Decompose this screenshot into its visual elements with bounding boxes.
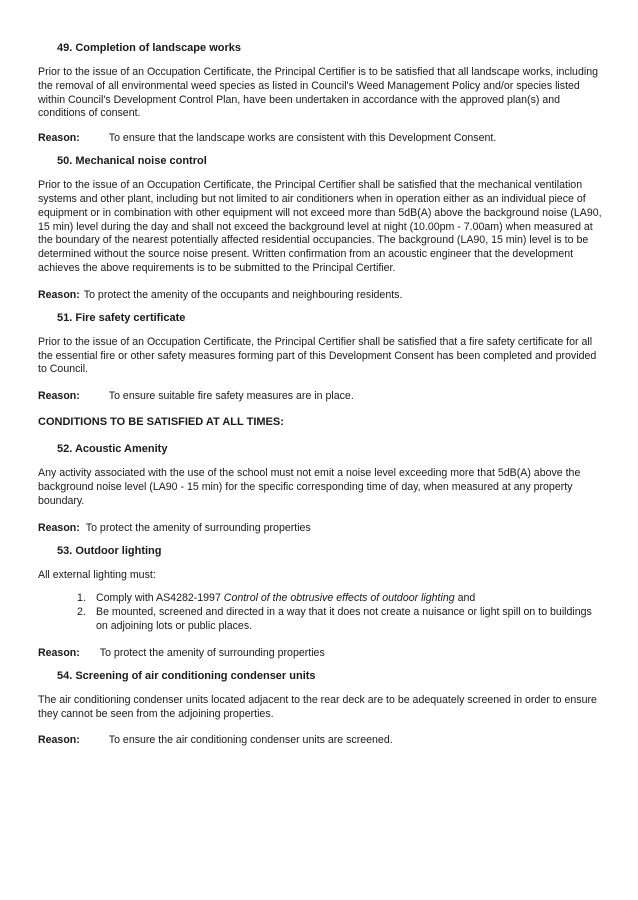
list-item-number: 2. bbox=[77, 606, 86, 619]
document-page bbox=[38, 40, 604, 747]
condition-52-reason bbox=[38, 521, 604, 535]
reason-label: Reason: bbox=[38, 646, 80, 659]
condition-50-heading: 50. Mechanical noise control bbox=[57, 155, 207, 168]
condition-53-reason bbox=[38, 646, 604, 660]
condition-51-heading: 51. Fire safety certificate bbox=[57, 311, 186, 324]
reason-label: Reason: bbox=[38, 521, 80, 534]
reason-text: To ensure suitable fire safety measures are in place. bbox=[108, 390, 354, 403]
condition-49-reason bbox=[38, 131, 604, 145]
list-item-text-tail: and bbox=[454, 592, 476, 605]
reason-text: To protect the amenity of the occupants and neighbouring residents. bbox=[83, 288, 403, 301]
all-times-heading: CONDITIONS TO BE SATISFIED AT ALL TIMES: bbox=[38, 416, 284, 429]
condition-54-heading: 54. Screening of air conditioning condenser units bbox=[57, 669, 316, 682]
list-item bbox=[77, 606, 604, 634]
condition-52-body: Any activity associated with the use of the school must not emit a noise level exceeding more that 5dB(A) above the background noise level (LA90 - 15 min) for the specific corresponding time of day, when measured at any property boundary. bbox=[38, 467, 581, 507]
condition-49-heading: 49. Completion of landscape works bbox=[57, 42, 241, 54]
reason-label: Reason: bbox=[38, 390, 80, 403]
list-item bbox=[77, 592, 604, 606]
standard-title: Control of the obtrusive effects of outdoor lighting bbox=[223, 592, 455, 605]
reason-label: Reason: bbox=[38, 132, 80, 145]
reason-text: To protect the amenity of surrounding properties bbox=[85, 521, 311, 534]
condition-53-heading: 53. Outdoor lighting bbox=[57, 544, 162, 557]
condition-50-reason bbox=[38, 288, 604, 302]
condition-52-heading: 52. Acoustic Amenity bbox=[57, 443, 168, 456]
list-item-number: 1. bbox=[77, 592, 86, 605]
condition-54-reason bbox=[38, 733, 604, 747]
condition-53-intro: All external lighting must: bbox=[38, 568, 156, 581]
list-item-text: Comply with AS4282-1997 bbox=[96, 592, 224, 605]
condition-50-body: Prior to the issue of an Occupation Certificate, the Principal Certifier shall be satisfied that the mechanical ventilation systems and other plant, including but not limited to air conditioners when in operation either as an individual piece of equipment or in combination with other equipment will not exceed more than 5dB(A) above the background noise (LA90, 15 min) level during the day and shall not exceed the background level at night (10.00pm - 7.00am) when measured at the boundary of the nearest potentially affected residential occupancies. The background (LA90, 15 min) level is to be determined without the source noise present. Written confirmation from an acoustic engineer that the development achieves the above requirements is to be submitted to the Principal Certifier. bbox=[38, 179, 602, 274]
reason-label: Reason: bbox=[38, 288, 80, 301]
reason-text: To ensure that the landscape works are consistent with this Development Consent. bbox=[108, 132, 497, 145]
condition-54-body: The air conditioning condenser units located adjacent to the rear deck are to be adequately screened in order to ensure they cannot be seen from the adjoining properties. bbox=[38, 693, 597, 720]
list-item-text: Be mounted, screened and directed in a way that it does not create a nuisance or light spill on to buildings on adjoining lots or public places. bbox=[96, 606, 592, 632]
condition-51-reason bbox=[38, 389, 604, 403]
condition-49-body: Prior to the issue of an Occupation Certificate, the Principal Certifier is to be satisfied that all landscape works, including the removal of all environmental weed species as listed in Council's Weed Management Policy and/or species listed within Council's Development Control Plan, have been undertaken in accordance with the approved plan(s) and conditions of consent. bbox=[38, 66, 598, 120]
reason-text: To protect the amenity of surrounding properties bbox=[99, 646, 325, 659]
condition-51-body: Prior to the issue of an Occupation Certificate, the Principal Certifier shall be satisfied that a fire safety certificate for all the essential fire or other safety measures forming part of this Development Consent has been completed and provided to Council. bbox=[38, 335, 597, 376]
lighting-requirements-list bbox=[38, 592, 604, 633]
reason-label: Reason: bbox=[38, 734, 80, 747]
reason-text: To ensure the air conditioning condenser units are screened. bbox=[108, 734, 393, 747]
